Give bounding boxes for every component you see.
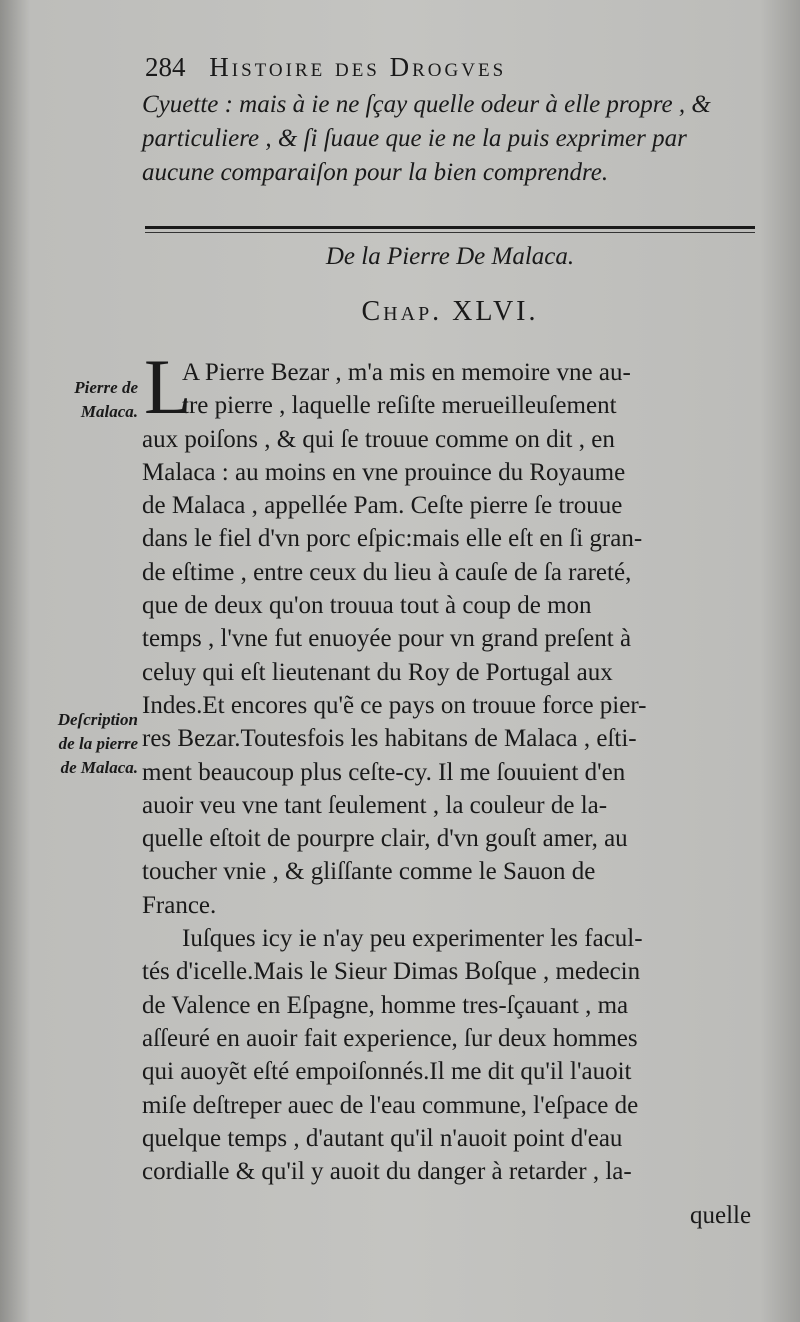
text-line: toucher vnie , & gliſſante comme le Sauon de — [142, 858, 596, 886]
text-line: qui auoyẽt eſté empoiſonnés.Il me dit qu'il l'auoit — [142, 1058, 632, 1086]
text-line: celuy qui eſt lieutenant du Roy de Portugal aux — [142, 658, 613, 686]
text-line: aucune comparaiſon pour la bien comprendre. — [142, 159, 609, 186]
text-line: dans le fiel d'vn porc eſpic:mais elle eſt en ſi gran- — [142, 525, 643, 553]
text-line: miſe deſtreper auec de l'eau commune, l'eſpace de — [142, 1091, 639, 1119]
text-line: quelque temps , d'autant qu'il n'auoit point d'eau — [142, 1124, 623, 1152]
text-line: ment beaucoup plus ceſte-cy. Il me ſouuient d'en — [142, 758, 626, 786]
running-header — [145, 52, 715, 83]
text-line: France. — [142, 891, 217, 919]
text-line: tés d'icelle.Mais le Sieur Dimas Boſque , medecin — [142, 958, 641, 986]
page-number: 284 — [145, 52, 186, 82]
text-line: aſſeuré en auoir fait experience, ſur deux hommes — [142, 1024, 638, 1052]
section-title: De la Pierre De Malaca. — [325, 243, 575, 270]
intro-text — [142, 88, 762, 190]
text-line: quelle eſtoit de pourpre clair, d'vn gouſt amer, au — [142, 825, 628, 853]
drop-capital: L — [144, 343, 192, 430]
margin-note-pierre: Pierre de Malaca. — [74, 378, 138, 421]
text-line: que de deux qu'on trouua tout à coup de mon — [142, 592, 592, 620]
section-divider — [145, 226, 755, 229]
text-line: aux poiſons , & qui ſe trouue comme on dit , en — [142, 425, 615, 453]
text-line: cordialle & qu'il y auoit du danger à retarder , la- — [142, 1158, 632, 1186]
text-line: temps , l'vne fut enuoyée pour vn grand preſent à — [142, 625, 632, 653]
text-line: res Bezar.Toutesfois les habitans de Malaca , eſti- — [142, 725, 637, 753]
text-line: Indes.Et encores qu'ẽ ce pays on trouue force pier- — [142, 691, 647, 719]
catchword: quelle — [690, 1202, 752, 1229]
text-line: Iuſques icy ie n'ay peu experimenter les facul- — [182, 925, 643, 953]
text-line: Malaca : au moins en vne prouince du Royaume — [142, 458, 626, 486]
running-title: Histoire des Drogves — [209, 52, 507, 82]
text-line: auoir veu vne tant ſeulement , la couleur de la- — [142, 791, 608, 819]
text-line: de Valence en Eſpagne, homme tres-ſçauant , ma — [142, 991, 629, 1019]
text-line: tre pierre , laquelle reſiſte merueilleuſement — [182, 392, 617, 420]
text-line: de Malaca , appellée Pam. Ceſte pierre ſe trouue — [142, 492, 623, 520]
section-divider-thin — [145, 232, 755, 233]
text-line: de eſtime , entre ceux du lieu à cauſe de ſa rareté, — [142, 558, 632, 586]
text-line: Cyuette : mais à ie ne ſçay quelle odeur à elle propre , & — [142, 91, 711, 118]
text-line: A Pierre Bezar , m'a mis en memoire vne au- — [182, 359, 631, 386]
text-line: particuliere , & ſi ſuaue que ie ne la puis exprimer par — [142, 125, 687, 152]
margin-note-description: Deſcription de la pierre de Malaca. — [57, 710, 138, 777]
chapter-heading: Chap. XLVI. — [361, 296, 539, 327]
body-text — [142, 356, 764, 1188]
